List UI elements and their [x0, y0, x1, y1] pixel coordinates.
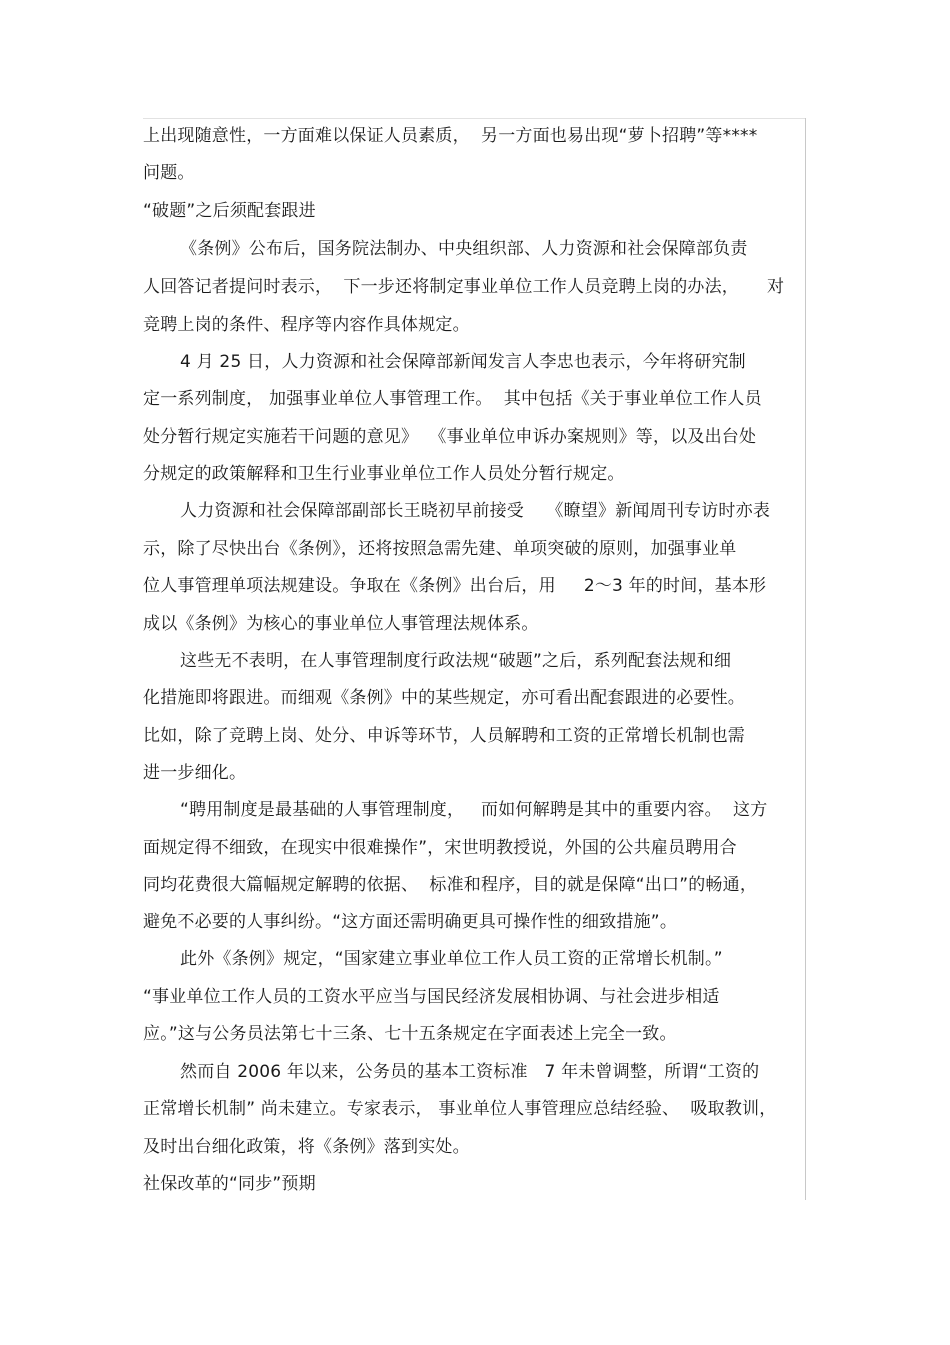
page-top-border [143, 118, 806, 119]
text-line: 竞聘上岗的条件、程序等内容作具体规定。 [143, 315, 470, 335]
text-line: 问题。 [143, 163, 195, 183]
text-line: 人力资源和社会保障部副部长王晓初早前接受 《瞭望》新闻周刊专访时亦表 [180, 501, 771, 521]
text-line: “聘用制度是最基础的人事管理制度， 而如何解聘是其中的重要内容。 这方 [180, 800, 768, 820]
text-line: 避免不必要的人事纠纷。“这方面还需明确更具可操作性的细致措施”。 [143, 912, 678, 932]
section-heading: “破题”之后须配套跟进 [143, 201, 316, 221]
text-line: 此外《条例》规定，“国家建立事业单位工作人员工资的正常增长机制。” [180, 949, 723, 969]
text-line: 这些无不表明，在人事管理制度行政法规“破题”之后，系列配套法规和细 [180, 651, 732, 671]
text-line: “事业单位工作人员的工资水平应当与国民经济发展相协调、与社会进步相适 [143, 987, 720, 1007]
page-right-border [805, 118, 806, 1200]
text-line: 化措施即将跟进。而细观《条例》中的某些规定，亦可看出配套跟进的必要性。 [143, 688, 745, 708]
text-line: 分规定的政策解释和卫生行业事业单位工作人员处分暂行规定。 [143, 464, 625, 484]
text-line: 成以《条例》为核心的事业单位人事管理法规体系。 [143, 614, 539, 634]
text-line: 处分暂行规定实施若干问题的意见》 《事业单位申诉办案规则》等，以及出台处 [143, 427, 757, 447]
text-line: 上出现随意性，一方面难以保证人员素质， 另一方面也易出现“萝卜招聘”等**** [143, 126, 758, 146]
text-line: 正常增长机制” 尚未建立。专家表示， 事业单位人事管理应总结经验、 吸取教训， [143, 1099, 777, 1119]
text-line: 面规定得不细致，在现实中很难操作”，宋世明教授说，外国的公共雇员聘用合 [143, 838, 737, 858]
text-line: 进一步细化。 [143, 763, 247, 783]
text-line: 然而自 2006 年以来，公务员的基本工资标准 7 年未曾调整，所谓“工资的 [180, 1062, 760, 1082]
text-line: 《条例》公布后，国务院法制办、中央组织部、人力资源和社会保障部负责 [180, 239, 748, 259]
text-line: 比如，除了竞聘上岗、处分、申诉等环节，人员解聘和工资的正常增长机制也需 [143, 726, 745, 746]
text-line: 及时出台细化政策，将《条例》落到实处。 [143, 1137, 470, 1157]
text-line: 人回答记者提问时表示， 下一步还将制定事业单位工作人员竞聘上岗的办法， 对 [143, 277, 785, 297]
section-heading: 社保改革的“同步”预期 [143, 1174, 316, 1194]
text-line: 示，除了尽快出台《条例》，还将按照急需先建、单项突破的原则，加强事业单 [143, 539, 737, 559]
text-line: 定一系列制度， 加强事业单位人事管理工作。 其中包括《关于事业单位工作人员 [143, 389, 762, 409]
text-line: 同均花费很大篇幅规定解聘的依据、 标准和程序，目的就是保障“出口”的畅通， [143, 875, 758, 895]
text-line: 4 月 25 日，人力资源和社会保障部新闻发言人李忠也表示，今年将研究制 [180, 352, 746, 372]
text-line: 应。”这与公务员法第七十三条、七十五条规定在字面表述上完全一致。 [143, 1024, 677, 1044]
text-line: 位人事管理单项法规建设。争取在《条例》出台后，用 2～3 年的时间，基本形 [143, 576, 767, 596]
